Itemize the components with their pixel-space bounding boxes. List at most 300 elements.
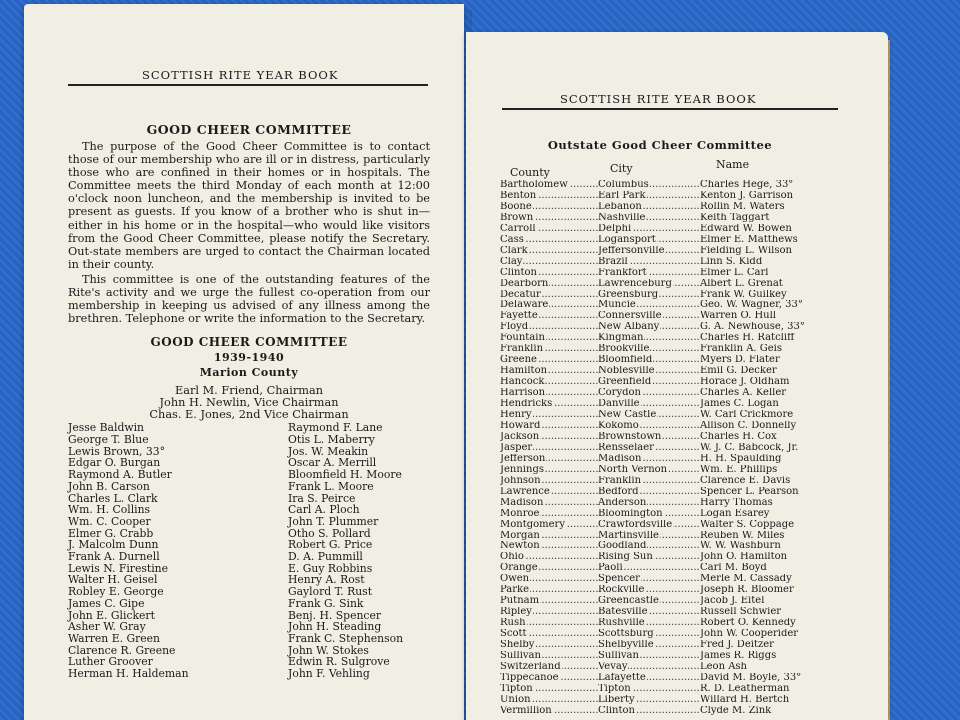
city-text: Earl Park <box>598 190 646 201</box>
county-text: Rush <box>500 618 526 629</box>
city-cell <box>598 432 700 443</box>
name-text: G. A. Newhouse, 33° <box>700 322 805 333</box>
county-cell <box>500 279 598 290</box>
table-row <box>500 541 842 552</box>
table-row <box>500 202 842 213</box>
member-name: John H. Steading <box>288 620 382 634</box>
city-text: Anderson <box>598 497 647 508</box>
name-text: Jacob J. Eitel <box>700 596 765 607</box>
name-text: W. J. C. Babcock, Jr. <box>700 442 799 453</box>
name-text: Rollin M. Waters <box>700 201 785 212</box>
member-name: Otis L. Maberry <box>288 433 375 447</box>
county-cell <box>500 607 598 618</box>
county-text: Monroe <box>500 508 540 519</box>
name-text: Carl M. Boyd <box>700 563 767 574</box>
county-cell <box>500 388 598 399</box>
member-name: Walter H. Geisel <box>68 573 158 587</box>
name-cell <box>700 290 840 301</box>
county-cell <box>500 300 598 311</box>
county-text: Hendricks <box>500 399 553 410</box>
name-text: Edward W. Bowen <box>700 223 792 234</box>
name-text: H. H. Spaulding <box>700 453 782 464</box>
name-text: Reuben W. Miles <box>700 530 785 541</box>
city-cell <box>598 300 700 311</box>
member-name: Raymond F. Lane <box>288 421 383 435</box>
member-name: Carl A. Ploch <box>288 503 360 517</box>
city-cell <box>598 465 700 476</box>
city-cell <box>598 618 700 629</box>
name-text: Horace J. Oldham <box>700 377 790 388</box>
table-row <box>500 290 842 301</box>
city-cell <box>598 585 700 596</box>
name-text: David M. Boyle, 33° <box>700 672 802 683</box>
county-text: Montgomery <box>500 519 565 530</box>
city-text: Logansport <box>598 234 656 245</box>
county-cell <box>500 552 598 563</box>
county-text: Shelby <box>500 640 535 651</box>
county-cell <box>500 651 598 662</box>
name-cell <box>700 541 840 552</box>
name-text: Kenton J. Garrison <box>700 190 794 201</box>
left-content <box>68 122 430 680</box>
city-cell <box>598 180 700 191</box>
name-text: Charles H. Ratcliff <box>700 333 795 344</box>
member-name: Gaylord T. Rust <box>288 585 373 599</box>
name-cell <box>700 695 840 706</box>
table-row <box>500 388 842 399</box>
member-name: John B. Carson <box>68 479 150 493</box>
member-name: Frank A. Durnell <box>68 550 160 564</box>
name-text: Charles Hege, 33° <box>700 180 794 190</box>
member-name: James C. Gipe <box>68 596 145 610</box>
name-cell <box>700 509 840 520</box>
member-name: E. Guy Robbins <box>288 561 373 575</box>
county-text: Vermillion <box>500 705 552 716</box>
name-cell <box>700 333 840 344</box>
member-name: Warren E. Green <box>68 631 160 645</box>
county-cell <box>500 531 598 542</box>
county-cell <box>500 520 598 531</box>
county-text: Fayette <box>500 311 538 322</box>
table-row <box>500 279 842 290</box>
county-cell <box>500 344 598 355</box>
county-cell <box>500 454 598 465</box>
member-name: Ira S. Peirce <box>288 491 356 505</box>
name-text: Fielding L. Wilson <box>700 245 792 256</box>
county-text: Ohio <box>500 552 524 563</box>
city-cell <box>598 268 700 279</box>
member-name: Henry A. Rost <box>288 573 365 587</box>
city-cell <box>598 629 700 640</box>
name-cell <box>700 498 840 509</box>
running-head-left: SCOTTISH RITE YEAR BOOK <box>142 68 339 82</box>
table-row <box>500 366 842 377</box>
table-row <box>500 333 842 344</box>
county-text: Floyd <box>500 322 529 333</box>
officer-line: John H. Newlin, Vice Chairman <box>159 396 339 410</box>
county-text: Hamilton <box>500 366 548 377</box>
county-text: Putnam <box>500 596 540 607</box>
member-name: Frank G. Sink <box>288 596 364 610</box>
good-cheer-title: GOOD CHEER COMMITTEE <box>146 122 352 137</box>
name-cell <box>700 268 840 279</box>
table-row <box>500 465 842 476</box>
name-cell <box>700 454 840 465</box>
county-text: Madison <box>500 497 544 508</box>
officer-line: Chas. E. Jones, 2nd Vice Chairman <box>149 408 349 422</box>
county-cell <box>500 399 598 410</box>
name-text: Charles A. Keller <box>700 388 787 399</box>
city-cell <box>598 399 700 410</box>
county-text: Ripley <box>500 607 532 618</box>
name-cell <box>700 706 840 717</box>
city-column-header: City <box>610 162 633 175</box>
city-cell <box>598 322 700 333</box>
county-text: Greene <box>500 355 537 366</box>
city-cell <box>598 311 700 322</box>
county-text: Clay <box>500 256 523 267</box>
member-name: Luther Groover <box>68 655 153 669</box>
name-cell <box>700 300 840 311</box>
city-text: Vevay <box>598 661 628 672</box>
city-cell <box>598 607 700 618</box>
city-text: Spencer <box>598 574 640 585</box>
city-text: Delphi <box>598 223 632 234</box>
name-cell <box>700 662 840 673</box>
city-cell <box>598 640 700 651</box>
county-text: Union <box>500 694 531 705</box>
county-cell <box>500 662 598 673</box>
city-cell <box>598 695 700 706</box>
name-cell <box>700 202 840 213</box>
county-cell <box>500 290 598 301</box>
county-heading: Marion County <box>199 366 299 380</box>
member-name: Frank C. Stephenson <box>288 631 404 645</box>
header-rule-right <box>502 108 838 110</box>
county-text: Parke <box>500 585 529 596</box>
table-row <box>500 235 842 246</box>
table-row <box>500 300 842 311</box>
header-rule-left <box>68 84 428 86</box>
name-cell <box>700 640 840 651</box>
table-row <box>500 246 842 257</box>
city-cell <box>598 673 700 684</box>
city-text: Clinton <box>598 705 635 716</box>
table-row <box>500 629 842 640</box>
member-name: D. A. Pummill <box>288 550 363 564</box>
name-text: Clarence E. Davis <box>700 475 791 486</box>
city-cell <box>598 541 700 552</box>
county-text: Clinton <box>500 267 537 278</box>
name-text: Joseph R. Bloomer <box>700 585 794 596</box>
table-row <box>500 706 842 717</box>
table-row <box>500 520 842 531</box>
city-text: Shelbyville <box>598 640 654 651</box>
name-cell <box>700 399 840 410</box>
county-cell <box>500 585 598 596</box>
city-text: Goodland <box>598 541 647 552</box>
county-cell <box>500 673 598 684</box>
county-cell <box>500 618 598 629</box>
county-text: Jasper <box>500 442 533 453</box>
name-cell <box>700 651 840 662</box>
member-name: Lewis N. Firestine <box>68 561 169 575</box>
member-name: John T. Plummer <box>288 514 379 528</box>
officers-list <box>68 385 430 421</box>
city-text: Jeffersonville <box>598 245 665 256</box>
county-text: Lawrence <box>500 486 550 497</box>
county-text: Cass <box>500 234 524 245</box>
name-text: Harry Thomas <box>700 497 773 508</box>
county-cell <box>500 684 598 695</box>
city-cell <box>598 246 700 257</box>
member-name: George T. Blue <box>68 433 149 447</box>
city-cell <box>598 498 700 509</box>
member-name: Edwin R. Sulgrove <box>288 655 390 669</box>
county-cell <box>500 487 598 498</box>
member-name: Asher W. Gray <box>68 620 146 634</box>
county-text: Jackson <box>500 431 540 442</box>
city-cell <box>598 531 700 542</box>
county-text: Owen <box>500 574 530 585</box>
member-name: Oscar A. Merrill <box>288 456 377 470</box>
county-cell <box>500 640 598 651</box>
name-cell <box>700 629 840 640</box>
county-text: Bartholomew <box>500 180 568 190</box>
name-text: John O. Hamilton <box>700 552 788 563</box>
member-name: Elmer G. Crabb <box>68 526 154 540</box>
member-name: Edgar O. Burgan <box>68 456 161 470</box>
county-text: Harrison <box>500 388 546 399</box>
name-text: Logan Esarey <box>700 508 770 519</box>
table-row <box>500 191 842 202</box>
name-text: James R. Riggs <box>700 650 777 661</box>
city-text: Kingman <box>598 333 644 344</box>
name-text: Russell Schwier <box>700 607 782 618</box>
county-text: Tipton <box>500 683 533 694</box>
county-text: Boone <box>500 201 532 212</box>
table-row <box>500 684 842 695</box>
county-text: Jefferson <box>500 453 546 464</box>
table-row <box>500 498 842 509</box>
county-text: Dearborn <box>500 278 549 289</box>
county-cell <box>500 629 598 640</box>
city-cell <box>598 651 700 662</box>
name-text: Frank W. Guilkey <box>700 289 787 300</box>
name-cell <box>700 246 840 257</box>
table-row <box>500 618 842 629</box>
city-text: Lebanon <box>598 201 642 212</box>
county-cell <box>500 432 598 443</box>
city-text: Danville <box>598 399 640 410</box>
city-cell <box>598 279 700 290</box>
county-cell <box>500 246 598 257</box>
name-cell <box>700 465 840 476</box>
name-cell <box>700 563 840 574</box>
county-text: Jennings <box>500 464 544 475</box>
county-cell <box>500 202 598 213</box>
county-text: Clark <box>500 245 528 256</box>
name-cell <box>700 224 840 235</box>
member-name: Jos. W. Meakin <box>288 444 369 458</box>
member-name: Clarence R. Greene <box>68 643 176 657</box>
member-name: Lewis Brown, 33° <box>68 444 166 458</box>
table-row <box>500 421 842 432</box>
name-cell <box>700 552 840 563</box>
county-text: Sullivan <box>500 650 541 661</box>
name-text: Elmer E. Matthews <box>700 234 798 245</box>
city-text: Martinsville <box>598 530 659 541</box>
city-cell <box>598 509 700 520</box>
county-cell <box>500 443 598 454</box>
table-row <box>500 552 842 563</box>
table-row <box>500 640 842 651</box>
city-text: Kokomo <box>598 420 639 431</box>
county-text: Hancock <box>500 377 545 388</box>
city-text: New Castle <box>598 410 657 421</box>
name-cell <box>700 235 840 246</box>
city-cell <box>598 224 700 235</box>
city-cell <box>598 520 700 531</box>
city-text: Bloomfield <box>598 355 653 366</box>
city-text: Paoli <box>598 563 623 574</box>
name-text: Elmer L. Carl <box>700 267 769 278</box>
city-text: North Vernon <box>598 464 668 475</box>
county-cell <box>500 191 598 202</box>
members-list <box>68 422 430 679</box>
city-text: Connersville <box>598 311 662 322</box>
county-text: Delaware <box>500 300 549 311</box>
city-cell <box>598 684 700 695</box>
city-cell <box>598 421 700 432</box>
table-row <box>500 322 842 333</box>
table-row <box>500 268 842 279</box>
city-text: Brazil <box>598 256 628 267</box>
city-text: Tipton <box>598 683 631 694</box>
city-text: Greensburg <box>598 289 659 300</box>
name-cell <box>700 487 840 498</box>
table-row <box>500 213 842 224</box>
name-cell <box>700 520 840 531</box>
name-cell <box>700 585 840 596</box>
county-cell <box>500 322 598 333</box>
member-name: Wm. C. Cooper <box>68 514 151 528</box>
city-cell <box>598 563 700 574</box>
city-cell <box>598 290 700 301</box>
table-row <box>500 344 842 355</box>
name-text: James C. Logan <box>700 399 779 410</box>
county-text: Morgan <box>500 530 540 541</box>
city-text: Rising Sun <box>598 552 653 563</box>
county-cell <box>500 355 598 366</box>
city-cell <box>598 333 700 344</box>
name-cell <box>700 673 840 684</box>
city-text: Muncie <box>598 300 636 311</box>
committee-heading: GOOD CHEER COMMITTEE <box>150 335 348 350</box>
city-cell <box>598 202 700 213</box>
city-cell <box>598 476 700 487</box>
city-text: Sullivan <box>598 650 639 661</box>
table-row <box>500 180 842 191</box>
member-name: Frank L. Moore <box>288 479 374 493</box>
left-page <box>24 4 464 720</box>
name-text: Warren O. Hull <box>700 311 776 322</box>
name-text: Merle M. Cassady <box>700 574 792 585</box>
name-cell <box>700 180 840 191</box>
city-text: Greenfield <box>598 377 652 388</box>
name-text: Emil G. Decker <box>700 366 777 377</box>
county-cell <box>500 498 598 509</box>
outstate-table <box>500 180 842 717</box>
name-text: Robert O. Kennedy <box>700 618 796 629</box>
county-cell <box>500 541 598 552</box>
city-cell <box>598 377 700 388</box>
county-text: Switzerland <box>500 661 561 672</box>
name-column-header: Name <box>716 158 750 171</box>
county-text: Scott <box>500 629 527 640</box>
name-text: Charles H. Cox <box>700 431 777 442</box>
county-cell <box>500 509 598 520</box>
county-text: Henry <box>500 410 532 421</box>
name-cell <box>700 443 840 454</box>
city-cell <box>598 213 700 224</box>
member-name: Robert G. Price <box>288 538 373 552</box>
name-cell <box>700 618 840 629</box>
county-text: Carroll <box>500 223 536 234</box>
city-text: Brownstown <box>598 431 662 442</box>
county-text: Orange <box>500 563 538 574</box>
county-cell <box>500 695 598 706</box>
city-text: Franklin <box>598 475 642 486</box>
city-text: New Albany <box>598 322 660 333</box>
city-cell <box>598 574 700 585</box>
table-row <box>500 257 842 268</box>
city-cell <box>598 662 700 673</box>
name-cell <box>700 257 840 268</box>
name-text: Franklin A. Geis <box>700 344 783 355</box>
table-row <box>500 377 842 388</box>
table-row <box>500 531 842 542</box>
county-cell <box>500 421 598 432</box>
name-text: Clyde M. Zink <box>700 705 772 716</box>
city-cell <box>598 487 700 498</box>
name-text: Linn S. Kidd <box>700 256 763 267</box>
member-name: Bloomfield H. Moore <box>288 468 402 482</box>
city-cell <box>598 388 700 399</box>
table-row <box>500 651 842 662</box>
county-text: Howard <box>500 420 541 431</box>
county-cell <box>500 476 598 487</box>
name-cell <box>700 421 840 432</box>
county-cell <box>500 333 598 344</box>
member-name: Jesse Baldwin <box>68 421 145 435</box>
name-cell <box>700 574 840 585</box>
city-text: Frankfort <box>598 267 647 278</box>
county-cell <box>500 596 598 607</box>
city-text: Brookville <box>598 344 650 355</box>
city-cell <box>598 355 700 366</box>
name-cell <box>700 684 840 695</box>
county-cell <box>500 706 598 717</box>
name-text: Myers D. Flater <box>700 355 780 366</box>
name-cell <box>700 366 840 377</box>
table-row <box>500 574 842 585</box>
name-text: Wm. E. Phillips <box>700 464 778 475</box>
name-text: Allison C. Donnelly <box>700 420 797 431</box>
city-text: Rockville <box>598 585 645 596</box>
county-text: Decatur <box>500 289 541 300</box>
member-name: Raymond A. Butler <box>68 468 172 482</box>
